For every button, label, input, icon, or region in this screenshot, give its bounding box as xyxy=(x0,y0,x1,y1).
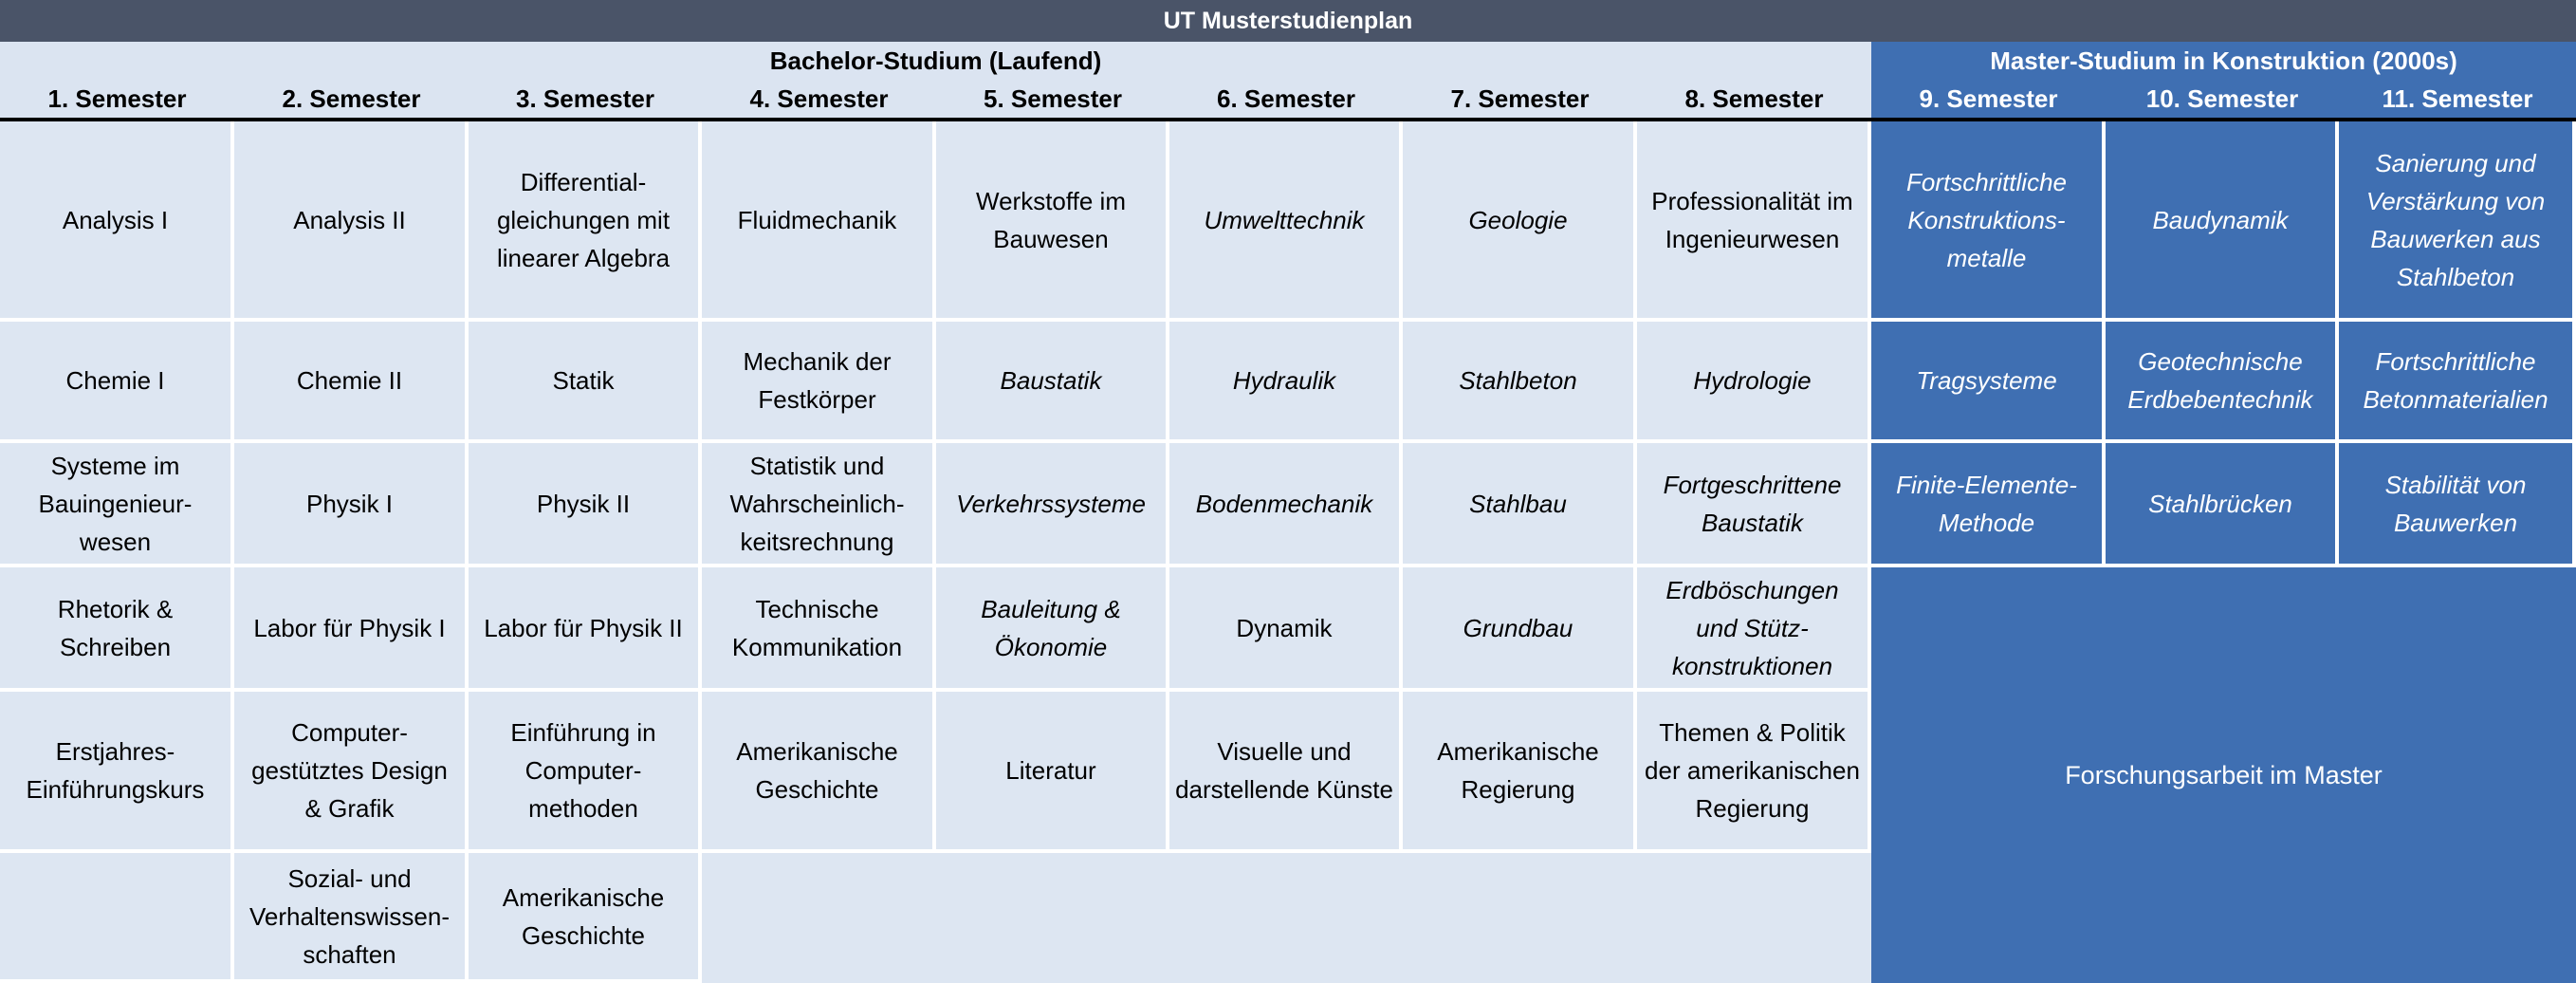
course-cell: Technische Kommunikation xyxy=(702,567,936,692)
course-cell: Stahlbrücken xyxy=(2106,443,2339,567)
course-cell: Geologie xyxy=(1403,121,1637,322)
course-cell: Analysis I xyxy=(0,121,234,322)
course-cell: Erstjahres-Einführungskurs xyxy=(0,692,234,853)
course-cell: Fluidmechanik xyxy=(702,121,936,322)
course-cell: Stahlbau xyxy=(1403,443,1637,567)
course-cell: Verkehrssysteme xyxy=(936,443,1169,567)
course-cell: Baustatik xyxy=(936,322,1169,443)
course-cell: Umwelttechnik xyxy=(1169,121,1403,322)
semester-header: 11. Semester xyxy=(2339,80,2576,118)
course-cell: Bodenmechanik xyxy=(1169,443,1403,567)
semester-header: 6. Semester xyxy=(1169,80,1403,118)
course-cell: Mechanik der Festkörper xyxy=(702,322,936,443)
course-cell: Einführung in Computer-methoden xyxy=(469,692,702,853)
course-cell: Stahlbeton xyxy=(1403,322,1637,443)
course-cell: Geotechnische Erdbebentechnik xyxy=(2106,322,2339,443)
course-cell: Erdböschungen und Stütz-konstruktionen xyxy=(1637,567,1871,692)
course-cell: Analysis II xyxy=(234,121,469,322)
course-cell: Baudynamik xyxy=(2106,121,2339,322)
course-cell: Chemie II xyxy=(234,322,469,443)
semester-header: 10. Semester xyxy=(2106,80,2339,118)
course-cell: Amerikanische Geschichte xyxy=(702,692,936,853)
semester-header: 9. Semester xyxy=(1871,80,2106,118)
empty-span-cell xyxy=(702,853,1871,983)
table-title: UT Musterstudienplan xyxy=(0,0,2576,42)
course-cell: Sanierung und Verstärkung von Bauwerken aus Stahlbeton xyxy=(2339,121,2576,322)
course-cell: Finite-Elemente-Methode xyxy=(1871,443,2106,567)
course-cell: Bauleitung & Ökonomie xyxy=(936,567,1169,692)
course-cell: Sozial- und Verhaltenswissen-schaften xyxy=(234,853,469,983)
course-cell: Dynamik xyxy=(1169,567,1403,692)
semester-header: 5. Semester xyxy=(936,80,1169,118)
semester-header: 7. Semester xyxy=(1403,80,1637,118)
course-cell: Werkstoffe im Bauwesen xyxy=(936,121,1169,322)
bachelor-header: Bachelor-Studium (Laufend) xyxy=(0,42,1871,80)
semester-header: 8. Semester xyxy=(1637,80,1871,118)
course-cell: Hydrologie xyxy=(1637,322,1871,443)
course-cell: Statik xyxy=(469,322,702,443)
course-cell: Chemie I xyxy=(0,322,234,443)
course-cell: Physik I xyxy=(234,443,469,567)
course-cell: Themen & Politik der amerikanischen Regierung xyxy=(1637,692,1871,853)
semester-header: 4. Semester xyxy=(702,80,936,118)
master-header: Master-Studium in Konstruktion (2000s) xyxy=(1871,42,2576,80)
course-cell: Systeme im Bauingenieur-wesen xyxy=(0,443,234,567)
course-cell: Physik II xyxy=(469,443,702,567)
course-cell: Computer-gestütztes Design & Grafik xyxy=(234,692,469,853)
course-cell: Hydraulik xyxy=(1169,322,1403,443)
master-research-cell: Forschungsarbeit im Master xyxy=(1871,567,2576,983)
course-cell: Amerikanische Geschichte xyxy=(469,853,702,983)
semester-header: 2. Semester xyxy=(234,80,469,118)
course-cell: Fortschrittliche Betonmaterialien xyxy=(2339,322,2576,443)
semester-header: 1. Semester xyxy=(0,80,234,118)
course-cell: Statistik und Wahrscheinlich-keitsrechnung xyxy=(702,443,936,567)
course-cell: Fortschrittliche Konstruktions-metalle xyxy=(1871,121,2106,322)
course-cell: Grundbau xyxy=(1403,567,1637,692)
course-cell: Professionalität im Ingenieurwesen xyxy=(1637,121,1871,322)
course-cell: Rhetorik & Schreiben xyxy=(0,567,234,692)
course-cell: Labor für Physik I xyxy=(234,567,469,692)
semester-header: 3. Semester xyxy=(469,80,702,118)
course-cell: Literatur xyxy=(936,692,1169,853)
course-cell: Visuelle und darstellende Künste xyxy=(1169,692,1403,853)
course-cell: Differential-gleichungen mit linearer Algebra xyxy=(469,121,702,322)
empty-course-cell xyxy=(0,853,234,983)
course-cell: Amerikanische Regierung xyxy=(1403,692,1637,853)
course-cell: Fortgeschrittene Baustatik xyxy=(1637,443,1871,567)
course-cell: Tragsysteme xyxy=(1871,322,2106,443)
course-cell: Stabilität von Bauwerken xyxy=(2339,443,2576,567)
course-cell: Labor für Physik II xyxy=(469,567,702,692)
